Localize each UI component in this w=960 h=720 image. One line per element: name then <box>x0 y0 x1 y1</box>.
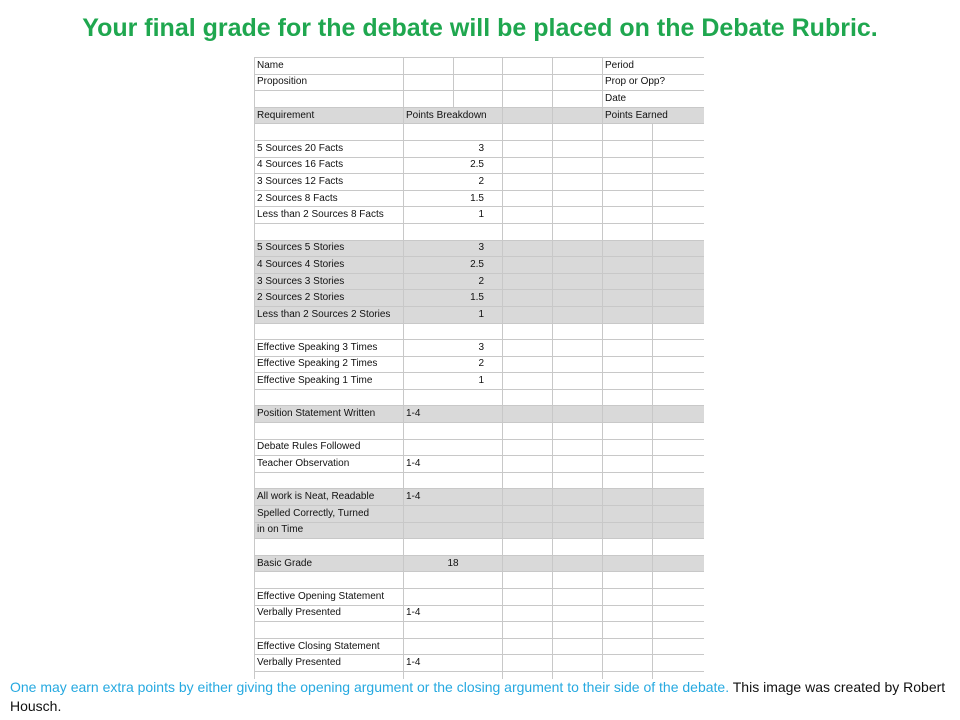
blank-cell <box>503 472 553 489</box>
blank-cell <box>653 373 705 390</box>
requirement-cell <box>255 572 404 589</box>
table-row <box>255 555 705 572</box>
blank-cell <box>653 356 705 373</box>
blank-cell <box>503 638 553 655</box>
points-earned-cell <box>553 539 603 556</box>
points-breakdown-cell: 2 <box>404 356 503 373</box>
table-row <box>255 456 705 473</box>
points-breakdown-cell: 2 <box>404 273 503 290</box>
blank-cell <box>603 290 653 307</box>
blank-cell <box>503 605 553 622</box>
blank-cell <box>653 472 705 489</box>
table-row <box>255 589 705 606</box>
rubric-column-header-row <box>255 107 705 124</box>
blank-cell <box>603 340 653 357</box>
requirement-cell: Basic Grade <box>255 555 404 572</box>
points-earned-cell <box>553 124 603 141</box>
rubric-spreadsheet-image <box>254 57 704 679</box>
blank-cell <box>503 157 553 174</box>
table-row-spacer <box>255 124 705 141</box>
points-earned-cell <box>553 389 603 406</box>
blank-cell <box>503 340 553 357</box>
points-breakdown-cell <box>404 124 503 141</box>
blank-cell <box>653 140 705 157</box>
blank-cell <box>653 589 705 606</box>
table-row-spacer <box>255 539 705 556</box>
points-earned-cell <box>553 406 603 423</box>
blank-cell <box>653 157 705 174</box>
points-earned-cell <box>553 638 603 655</box>
blank-cell <box>603 373 653 390</box>
points-earned-cell <box>553 207 603 224</box>
period-label: Period <box>603 58 705 75</box>
points-breakdown-cell: 3 <box>404 240 503 257</box>
blank-cell <box>603 622 653 639</box>
blank-cell <box>603 572 653 589</box>
rubric-table <box>254 57 704 679</box>
blank-cell <box>603 489 653 506</box>
blank-cell <box>603 472 653 489</box>
table-row <box>255 439 705 456</box>
points-breakdown-cell <box>404 472 503 489</box>
blank-cell <box>653 439 705 456</box>
blank-cell <box>603 323 653 340</box>
points-breakdown-cell <box>404 439 503 456</box>
blank-cell <box>503 572 553 589</box>
points-breakdown-cell: 3 <box>404 140 503 157</box>
points-earned-cell <box>553 340 603 357</box>
requirement-cell: Effective Closing Statement <box>255 638 404 655</box>
blank-cell <box>653 622 705 639</box>
table-row <box>255 406 705 423</box>
blank-cell <box>603 406 653 423</box>
requirement-cell: Position Statement Written <box>255 406 404 423</box>
points-earned-cell <box>553 157 603 174</box>
blank-cell <box>653 223 705 240</box>
points-breakdown-cell <box>404 622 503 639</box>
blank-cell <box>503 373 553 390</box>
table-row <box>255 638 705 655</box>
points-earned-cell <box>553 423 603 440</box>
points-earned-cell <box>553 605 603 622</box>
requirement-cell: 3 Sources 12 Facts <box>255 174 404 191</box>
points-earned-cell <box>553 373 603 390</box>
requirement-cell: 5 Sources 5 Stories <box>255 240 404 257</box>
requirement-cell: Teacher Observation <box>255 456 404 473</box>
blank-cell <box>503 389 553 406</box>
blank-cell <box>503 207 553 224</box>
blank-cell <box>503 257 553 274</box>
points-breakdown-cell <box>404 506 503 523</box>
blank-cell <box>503 439 553 456</box>
requirement-cell: Spelled Correctly, Turned <box>255 506 404 523</box>
blank-cell <box>503 323 553 340</box>
points-breakdown-cell <box>404 539 503 556</box>
blank-cell <box>503 240 553 257</box>
blank-cell <box>653 423 705 440</box>
table-row <box>255 290 705 307</box>
blank-cell <box>653 306 705 323</box>
points-breakdown-cell <box>404 638 503 655</box>
points-breakdown-cell <box>404 589 503 606</box>
points-breakdown-cell: 1.5 <box>404 290 503 307</box>
table-row <box>255 306 705 323</box>
blank-cell <box>653 389 705 406</box>
points-earned-cell <box>553 522 603 539</box>
points-breakdown-cell: 1 <box>404 373 503 390</box>
table-row <box>255 655 705 672</box>
points-earned-cell <box>553 190 603 207</box>
blank-cell <box>503 273 553 290</box>
blank-cell <box>503 124 553 141</box>
prop-or-opp-label: Prop or Opp? <box>603 74 705 91</box>
blank-cell <box>503 622 553 639</box>
blank-cell <box>503 406 553 423</box>
points-earned-cell <box>553 140 603 157</box>
slide-title: Your final grade for the debate will be placed on the Debate Rubric. <box>82 14 878 42</box>
requirement-cell <box>255 323 404 340</box>
blank-cell <box>503 423 553 440</box>
blank-cell <box>603 439 653 456</box>
blank-cell <box>603 223 653 240</box>
table-row <box>255 190 705 207</box>
requirement-header: Requirement <box>255 107 404 124</box>
points-breakdown-cell: 1-4 <box>404 406 503 423</box>
blank-cell <box>503 539 553 556</box>
points-earned-cell <box>553 257 603 274</box>
points-earned-cell <box>553 622 603 639</box>
requirement-cell: 4 Sources 4 Stories <box>255 257 404 274</box>
blank-cell <box>503 555 553 572</box>
points-earned-cell <box>553 589 603 606</box>
blank-cell <box>653 572 705 589</box>
points-earned-cell <box>553 356 603 373</box>
points-earned-cell <box>553 555 603 572</box>
blank-cell <box>503 522 553 539</box>
requirement-cell: Effective Speaking 2 Times <box>255 356 404 373</box>
blank-cell <box>653 489 705 506</box>
requirement-cell <box>255 423 404 440</box>
table-row <box>255 373 705 390</box>
requirement-cell: 4 Sources 16 Facts <box>255 157 404 174</box>
requirement-cell: All work is Neat, Readable <box>255 489 404 506</box>
table-row <box>255 157 705 174</box>
blank-cell <box>653 655 705 672</box>
blank-cell <box>503 655 553 672</box>
blank-cell <box>653 190 705 207</box>
points-breakdown-cell: 2.5 <box>404 257 503 274</box>
blank-cell <box>603 273 653 290</box>
points-breakdown-cell: 2.5 <box>404 157 503 174</box>
blank-cell <box>653 638 705 655</box>
blank-cell <box>603 174 653 191</box>
table-row <box>255 522 705 539</box>
table-row-spacer <box>255 223 705 240</box>
blank-cell <box>603 522 653 539</box>
blank-cell <box>603 140 653 157</box>
table-row <box>255 174 705 191</box>
blank-cell <box>503 456 553 473</box>
points-breakdown-cell <box>404 572 503 589</box>
blank-cell <box>603 638 653 655</box>
requirement-cell: Effective Speaking 3 Times <box>255 340 404 357</box>
blank-cell <box>653 340 705 357</box>
requirement-cell: Debate Rules Followed <box>255 439 404 456</box>
requirement-cell <box>255 389 404 406</box>
table-row <box>255 207 705 224</box>
blank-cell <box>503 190 553 207</box>
blank-cell <box>653 174 705 191</box>
blank-cell <box>653 522 705 539</box>
points-earned-cell <box>553 655 603 672</box>
points-earned-cell <box>553 306 603 323</box>
table-row <box>255 506 705 523</box>
points-breakdown-cell: 1-4 <box>404 489 503 506</box>
proposition-label: Proposition <box>255 74 404 91</box>
blank-cell <box>603 605 653 622</box>
blank-cell <box>603 157 653 174</box>
blank-cell <box>603 190 653 207</box>
points-breakdown-cell: 2 <box>404 174 503 191</box>
points-breakdown-cell: 1 <box>404 306 503 323</box>
footer-extra-points-note: One may earn extra points by either giving the opening argument or the closing argument to their side of the debate. <box>10 679 730 695</box>
points-earned-cell <box>553 174 603 191</box>
blank-cell <box>653 257 705 274</box>
blank-cell <box>603 506 653 523</box>
blank-cell <box>603 207 653 224</box>
points-breakdown-cell <box>404 522 503 539</box>
blank-cell <box>603 555 653 572</box>
requirement-cell: 5 Sources 20 Facts <box>255 140 404 157</box>
points-breakdown-cell: 18 <box>404 555 503 572</box>
blank-cell <box>653 555 705 572</box>
requirement-cell <box>255 472 404 489</box>
blank-cell <box>653 456 705 473</box>
table-row <box>255 340 705 357</box>
requirement-cell: 2 Sources 8 Facts <box>255 190 404 207</box>
table-row <box>255 140 705 157</box>
requirement-cell: 3 Sources 3 Stories <box>255 273 404 290</box>
requirement-cell: in on Time <box>255 522 404 539</box>
table-row <box>255 605 705 622</box>
requirement-cell: Less than 2 Sources 8 Facts <box>255 207 404 224</box>
points-earned-cell <box>553 323 603 340</box>
table-row-spacer <box>255 572 705 589</box>
footer-note <box>10 678 950 716</box>
blank-cell <box>503 489 553 506</box>
blank-cell <box>653 207 705 224</box>
blank-cell <box>653 406 705 423</box>
rubric-header-row <box>255 74 705 91</box>
table-row-spacer <box>255 323 705 340</box>
points-breakdown-cell: 1 <box>404 207 503 224</box>
name-label: Name <box>255 58 404 75</box>
points-breakdown-cell <box>404 423 503 440</box>
points-breakdown-cell: 1-4 <box>404 605 503 622</box>
points-earned-cell <box>553 456 603 473</box>
blank-cell <box>653 605 705 622</box>
requirement-cell <box>255 124 404 141</box>
points-earned-cell <box>553 489 603 506</box>
points-breakdown-cell: 3 <box>404 340 503 357</box>
blank-cell <box>653 290 705 307</box>
blank-cell <box>503 506 553 523</box>
points-earned-cell <box>553 240 603 257</box>
requirement-cell <box>255 622 404 639</box>
requirement-cell: Verbally Presented <box>255 605 404 622</box>
blank-cell <box>603 240 653 257</box>
points-breakdown-cell <box>404 323 503 340</box>
blank-cell <box>503 306 553 323</box>
blank-cell <box>603 655 653 672</box>
requirement-cell: 2 Sources 2 Stories <box>255 290 404 307</box>
table-row <box>255 240 705 257</box>
points-earned-header: Points Earned <box>603 107 705 124</box>
points-breakdown-cell <box>404 223 503 240</box>
points-earned-cell <box>553 506 603 523</box>
points-breakdown-cell <box>404 389 503 406</box>
points-earned-cell <box>553 472 603 489</box>
rubric-header-row <box>255 58 705 75</box>
requirement-cell: Effective Opening Statement <box>255 589 404 606</box>
points-earned-cell <box>553 439 603 456</box>
blank-cell <box>503 174 553 191</box>
points-breakdown-cell: 1-4 <box>404 655 503 672</box>
blank-cell <box>503 140 553 157</box>
blank-cell <box>603 389 653 406</box>
blank-cell <box>653 124 705 141</box>
blank-cell <box>503 290 553 307</box>
table-row <box>255 273 705 290</box>
points-breakdown-cell: 1.5 <box>404 190 503 207</box>
footer-credit: This image was created by Robert Housch. <box>10 679 946 714</box>
blank-cell <box>503 223 553 240</box>
points-earned-cell <box>553 290 603 307</box>
blank-cell <box>503 589 553 606</box>
blank-cell <box>603 306 653 323</box>
requirement-cell <box>255 539 404 556</box>
table-row-spacer <box>255 389 705 406</box>
requirement-cell: Less than 2 Sources 2 Stories <box>255 306 404 323</box>
points-breakdown-cell: 1-4 <box>404 456 503 473</box>
points-breakdown-header: Points Breakdown <box>404 107 503 124</box>
blank-cell <box>603 124 653 141</box>
table-row-spacer <box>255 472 705 489</box>
table-row-spacer <box>255 423 705 440</box>
points-earned-cell <box>553 572 603 589</box>
blank-cell <box>653 240 705 257</box>
table-row <box>255 356 705 373</box>
requirement-cell <box>255 223 404 240</box>
points-earned-cell <box>553 223 603 240</box>
requirement-cell: Effective Speaking 1 Time <box>255 373 404 390</box>
blank-cell <box>603 539 653 556</box>
table-row <box>255 489 705 506</box>
blank-cell <box>653 323 705 340</box>
blank-cell <box>653 539 705 556</box>
table-row-spacer <box>255 622 705 639</box>
blank-cell <box>603 257 653 274</box>
table-row <box>255 257 705 274</box>
blank-cell <box>653 273 705 290</box>
blank-cell <box>603 456 653 473</box>
blank-cell <box>603 589 653 606</box>
rubric-header-row <box>255 91 705 108</box>
blank-cell <box>603 356 653 373</box>
blank-cell <box>653 506 705 523</box>
blank-cell <box>603 423 653 440</box>
points-earned-cell <box>553 273 603 290</box>
date-label: Date <box>603 91 705 108</box>
blank-cell <box>503 356 553 373</box>
requirement-cell: Verbally Presented <box>255 655 404 672</box>
